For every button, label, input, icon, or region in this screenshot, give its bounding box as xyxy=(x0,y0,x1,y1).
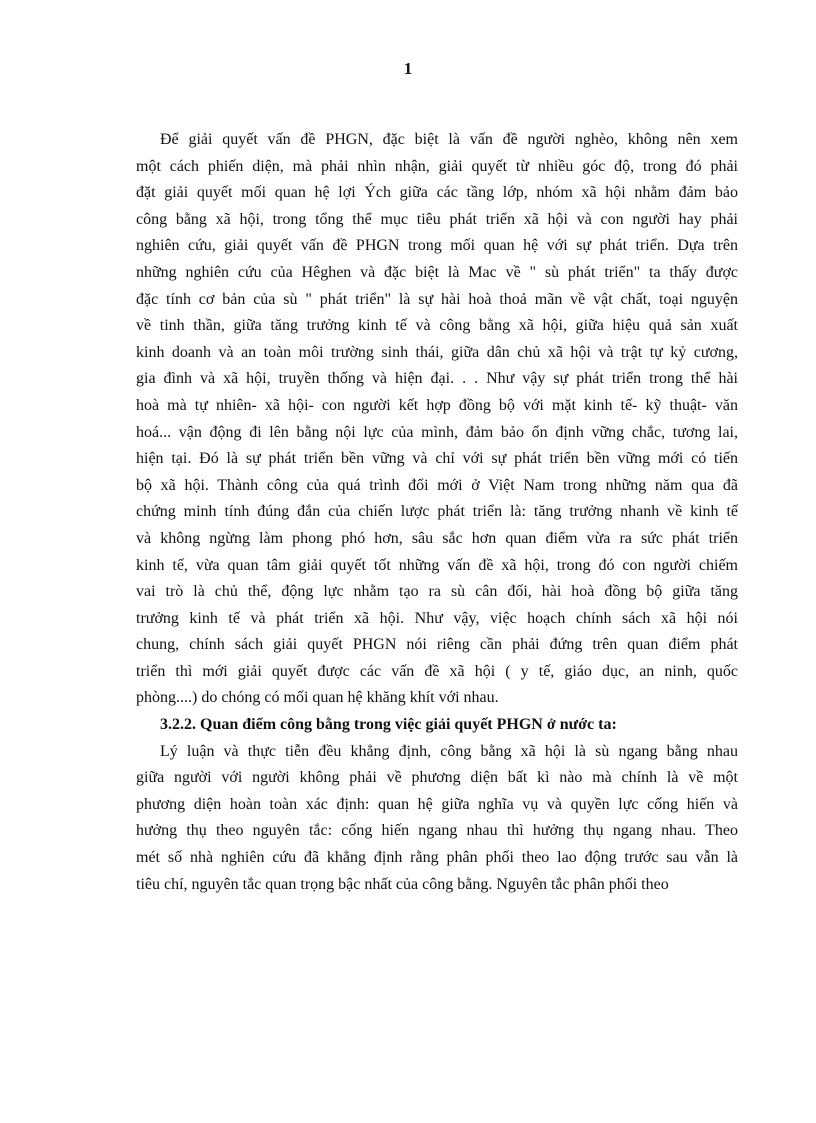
document-body xyxy=(136,127,738,898)
text-line: bộ xã hội. Thành công của quá trình đổi mới ở Việt Nam trong những năm qua đã xyxy=(136,476,738,494)
paragraph-2 xyxy=(136,739,738,899)
text-line: hoá... vận động đi lên bằng nội lực của mình, đảm bảo ổn định vững chắc, tương lai, xyxy=(136,423,738,441)
text-line: mét số nhà nghiên cứu đã khẳng định rằng phân phối theo lao động trước sau vẫn là xyxy=(136,849,738,867)
paragraph-1 xyxy=(136,127,738,712)
section-heading: 3.2.2. Quan điểm công bằng trong việc giải quyết PHGN ở nước ta: xyxy=(160,716,617,734)
text-line: một cách phiến diện, mà phải nhìn nhận, giải quyết từ nhiều góc độ, trong đó phải xyxy=(136,157,738,175)
text-line: trưởng kinh tế và phát triển xã hội. Như vậy, việc hoạch chính sách xã hội nói xyxy=(136,609,738,627)
text-line: kinh tế, vừa quan tâm giải quyết tốt những vấn đề xã hội, trong đó con người chiếm xyxy=(136,556,738,574)
text-line: đặc tính cơ bản của sù " phát triển" là sự hài hoà thoả mãn về vật chất, toại nguyện xyxy=(136,290,738,308)
text-line: chung, chính sách giải quyết PHGN nói riêng cần phải đứng trên quan điểm phát xyxy=(136,636,738,654)
text-line: vai trò là chủ thể, động lực nhằm tạo ra sù cân đối, hài hoà đồng bộ giữa tăng xyxy=(136,583,738,601)
text-line: chứng minh tính đúng đắn của chiến lược phát triển là: tăng trưởng nhanh về kinh tế xyxy=(136,503,738,521)
text-line: đặt giải quyết mối quan hệ lợi Ých giữa các tầng lớp, nhóm xã hội nhằm đảm bảo xyxy=(136,184,738,202)
text-line: giữa người với người không phải về phương diện bất kì nào mà chính là về một xyxy=(136,769,738,787)
text-line: hiện tại. Đó là sự phát triển bền vững và chỉ với sự phát triển bền vững mới có tiến xyxy=(136,450,738,468)
text-line: những nghiên cứu của Hêghen và đặc biệt là Mac về " sù phát triển" ta thấy được xyxy=(136,263,738,281)
text-line: phòng....) do chóng có mối quan hệ khăng khít với nhau. xyxy=(136,689,499,707)
text-line: hoà mà tự nhiên- xã hội- con người kết hợp đồng bộ với mặt kinh tế- kỹ thuật- văn xyxy=(136,396,738,414)
page-number: 1 xyxy=(403,59,413,78)
text-line: kinh doanh và an toàn môi trường sinh thái, giữa dân chủ xã hội và trật tự kỷ cương, xyxy=(136,343,738,361)
text-line: phương diện hoàn toàn xác định: quan hệ giữa nghĩa vụ và quyền lực cống hiến và xyxy=(136,795,738,813)
text-line: hưởng thụ theo nguyên tắc: cống hiến ngang nhau thì hưởng thụ ngang nhau. Theo xyxy=(136,822,738,840)
text-line: công bằng xã hội, trong tổng thể mục tiêu phát triển xã hội và con người hay phải xyxy=(136,210,738,228)
text-line: tiêu chí, nguyên tắc quan trọng bậc nhất của công bằng. Nguyên tắc phân phối theo xyxy=(136,875,669,893)
text-line: gia đình và xã hội, truyền thống và hiện đại. . . Như vậy sự phát triển trong thể hài xyxy=(136,370,738,388)
text-line: Lý luận và thực tiễn đều khẳng định, công bằng xã hội là sù ngang bằng nhau xyxy=(160,742,738,760)
text-line: và không ngừng làm phong phó hơn, sâu sắc hơn quan điểm vừa ra sức phát triển xyxy=(136,529,738,547)
text-line: nghiên cứu, giải quyết vấn đề PHGN trong mối quan hệ với sự phát triển. Dựa trên xyxy=(136,237,738,255)
text-line: Để giải quyết vấn đề PHGN, đặc biệt là vấn đề người nghèo, không nên xem xyxy=(160,131,738,148)
text-line: triển thì mới giải quyết được các vấn đề xã hội ( y tế, giáo dục, an ninh, quốc xyxy=(136,662,738,680)
text-line: về tinh thần, giữa tăng trưởng kinh tế và công bằng xã hội, giữa hiệu quả sản xuất xyxy=(136,317,738,335)
